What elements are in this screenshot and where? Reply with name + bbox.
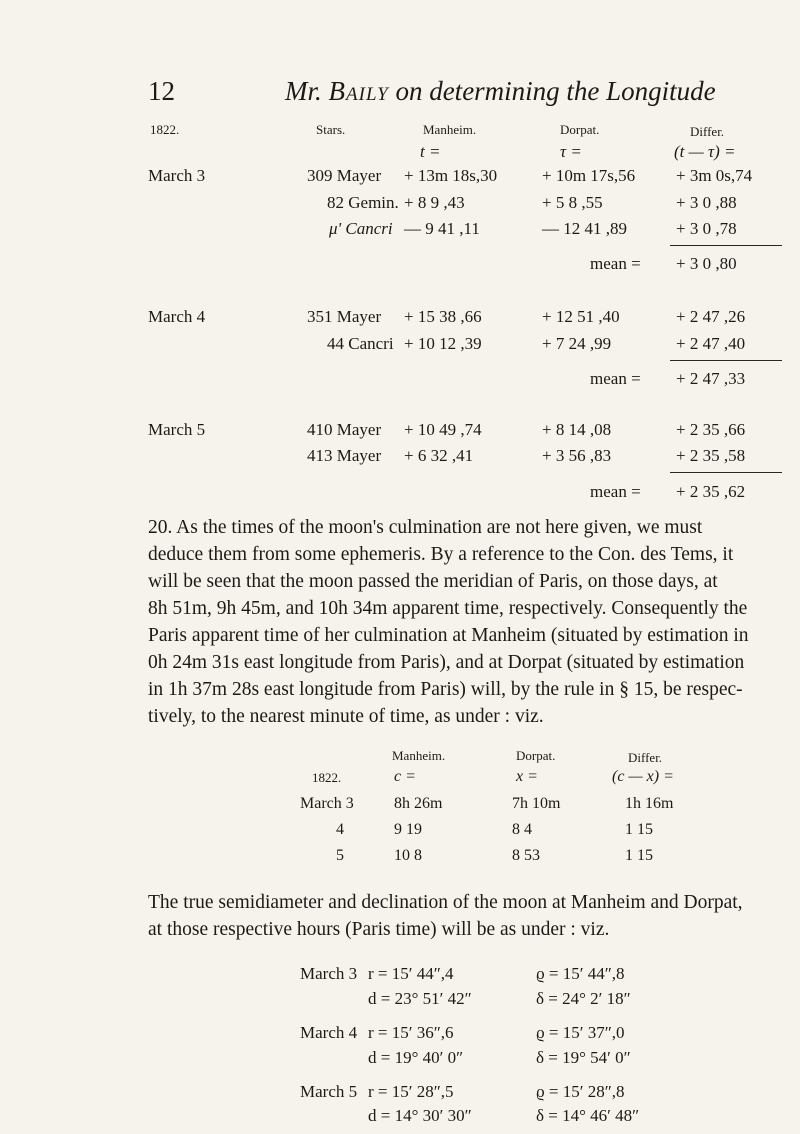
t3-r: r = 15′ 44″,4 bbox=[368, 964, 454, 983]
t1-star: 410 Mayer bbox=[307, 420, 382, 439]
t1-dorpat: + 5 8 ,55 bbox=[542, 193, 603, 212]
t3-delta: δ = 24° 2′ 18″ bbox=[536, 989, 631, 1008]
t1-manheim: + 8 9 ,43 bbox=[404, 193, 465, 212]
t1-mean-value: + 3 0 ,80 bbox=[676, 254, 737, 273]
t3-rho: ϱ = 15′ 37″,0 bbox=[536, 1023, 625, 1042]
t1-star: μ' Cancri bbox=[329, 219, 393, 238]
t2-date: 5 bbox=[336, 847, 344, 864]
text-line: will be seen that the moon passed the meridian of Paris, on those days, at bbox=[148, 571, 718, 592]
t1-star: 44 Cancri bbox=[327, 334, 394, 353]
t1-mean-value: + 2 47 ,33 bbox=[676, 369, 746, 388]
t3-r: r = 15′ 36″,6 bbox=[368, 1023, 454, 1042]
text-line: at those respective hours (Paris time) will be as under : viz. bbox=[148, 919, 610, 940]
text-line: The true semidiameter and declination of the moon at Manheim and Dorpat, bbox=[148, 892, 743, 913]
t2-dorpat: 8 53 bbox=[512, 847, 540, 864]
t1-date: March 3 bbox=[148, 166, 206, 185]
t1-date: March 4 bbox=[148, 307, 206, 326]
t3-delta: δ = 14° 46′ 48″ bbox=[536, 1106, 640, 1125]
title-rest: on determining the Longitude bbox=[395, 76, 716, 106]
t1-header-dorpat: Dorpat. bbox=[560, 122, 600, 137]
paragraph-20 bbox=[148, 514, 788, 730]
text-line: 8h 51m, 9h 45m, and 10h 34m apparent time, respectively. Consequently the bbox=[148, 598, 748, 619]
t1-dorpat: + 7 24 ,99 bbox=[542, 334, 612, 353]
sum-rule bbox=[670, 245, 782, 246]
t2-sym-diff: (c — x) = bbox=[612, 768, 674, 785]
t2-dorpat: 7h 10m bbox=[512, 795, 561, 812]
text-line: tively, to the nearest minute of time, as under : viz. bbox=[148, 706, 544, 727]
t2-dorpat: 8 4 bbox=[512, 821, 532, 838]
t1-sym-t: t = bbox=[420, 142, 441, 161]
t3-rho: ϱ = 15′ 28″,8 bbox=[536, 1082, 625, 1101]
t2-sym-c: c = bbox=[394, 768, 416, 785]
sum-rule bbox=[670, 472, 782, 473]
t2-manheim: 9 19 bbox=[394, 821, 422, 838]
t2-date: 4 bbox=[336, 821, 344, 838]
t1-star: 309 Mayer bbox=[307, 166, 382, 185]
t2-differ: 1 15 bbox=[625, 847, 653, 864]
t1-header-differ: Differ. bbox=[690, 124, 725, 139]
t1-differ: + 2 47 ,26 bbox=[676, 307, 746, 326]
t3-r: r = 15′ 28″,5 bbox=[368, 1082, 454, 1101]
t1-differ: + 2 47 ,40 bbox=[676, 334, 746, 353]
t1-star: 413 Mayer bbox=[307, 446, 382, 465]
t2-differ: 1 15 bbox=[625, 821, 653, 838]
t1-differ: + 2 35 ,66 bbox=[676, 420, 746, 439]
t3-date: March 5 bbox=[300, 1082, 358, 1101]
t2-sym-x: x = bbox=[516, 768, 538, 785]
t1-dorpat: + 10m 17s,56 bbox=[542, 166, 636, 185]
t2-manheim: 8h 26m bbox=[394, 795, 443, 812]
t1-differ: + 2 35 ,58 bbox=[676, 446, 746, 465]
t1-sym-tau: τ = bbox=[560, 142, 582, 161]
t1-mean-label: mean = bbox=[590, 482, 641, 501]
t1-differ: + 3 0 ,88 bbox=[676, 193, 737, 212]
text-line: 0h 24m 31s east longitude from Paris), and at Dorpat (situated by estimation bbox=[148, 652, 745, 673]
t2-header-dorpat: Dorpat. bbox=[516, 748, 556, 763]
t1-header-year: 1822. bbox=[150, 122, 180, 137]
running-title bbox=[285, 76, 716, 107]
text-line: Paris apparent time of her culmination at Manheim (situated by estimation in bbox=[148, 625, 749, 646]
sum-rule bbox=[670, 360, 782, 361]
t2-header-manheim: Manheim. bbox=[392, 748, 446, 763]
title-prefix: Mr. bbox=[285, 76, 322, 106]
paragraph-semidiameter bbox=[148, 889, 788, 943]
t1-manheim: + 10 12 ,39 bbox=[404, 334, 482, 353]
t3-date: March 3 bbox=[300, 964, 358, 983]
t1-dorpat: + 8 14 ,08 bbox=[542, 420, 612, 439]
t1-dorpat: + 3 56 ,83 bbox=[542, 446, 612, 465]
t1-manheim: + 13m 18s,30 bbox=[404, 166, 498, 185]
t3-rho: ϱ = 15′ 44″,8 bbox=[536, 964, 625, 983]
text-line: deduce them from some ephemeris. By a reference to the Con. des Tems, it bbox=[148, 544, 734, 565]
t3-d: d = 19° 40′ 0″ bbox=[368, 1048, 464, 1067]
t1-star: 351 Mayer bbox=[307, 307, 382, 326]
t1-dorpat: — 12 41 ,89 bbox=[542, 219, 627, 238]
t1-star: 82 Gemin. bbox=[327, 193, 399, 212]
t2-manheim: 10 8 bbox=[394, 847, 422, 864]
t1-header-stars: Stars. bbox=[316, 122, 346, 137]
t3-d: d = 14° 30′ 30″ bbox=[368, 1106, 472, 1125]
page-number: 12 bbox=[148, 76, 175, 106]
t2-header-year: 1822. bbox=[312, 770, 342, 785]
t1-sym-diff: (t — τ) = bbox=[674, 142, 736, 161]
t1-mean-label: mean = bbox=[590, 369, 641, 388]
t3-delta: δ = 19° 54′ 0″ bbox=[536, 1048, 631, 1067]
t1-manheim: + 10 49 ,74 bbox=[404, 420, 482, 439]
t1-manheim: + 15 38 ,66 bbox=[404, 307, 482, 326]
t1-date: March 5 bbox=[148, 420, 206, 439]
t1-manheim: + 6 32 ,41 bbox=[404, 446, 474, 465]
t3-d: d = 23° 51′ 42″ bbox=[368, 989, 472, 1008]
t1-header-manheim: Manheim. bbox=[423, 122, 477, 137]
t1-mean-label: mean = bbox=[590, 254, 641, 273]
text-line: in 1h 37m 28s east longitude from Paris) will, by the rule in § 15, be respec- bbox=[148, 679, 743, 700]
t1-manheim: — 9 41 ,11 bbox=[404, 219, 480, 238]
t1-differ: + 3 0 ,78 bbox=[676, 219, 737, 238]
t1-dorpat: + 12 51 ,40 bbox=[542, 307, 620, 326]
t2-differ: 1h 16m bbox=[625, 795, 674, 812]
t1-differ: + 3m 0s,74 bbox=[676, 166, 753, 185]
t2-date: March 3 bbox=[300, 795, 354, 812]
t2-header-differ: Differ. bbox=[628, 750, 663, 765]
t3-date: March 4 bbox=[300, 1023, 358, 1042]
text-line: 20. As the times of the moon's culmination are not here given, we must bbox=[148, 517, 703, 538]
title-author: Baily bbox=[328, 76, 389, 106]
t1-mean-value: + 2 35 ,62 bbox=[676, 482, 746, 501]
